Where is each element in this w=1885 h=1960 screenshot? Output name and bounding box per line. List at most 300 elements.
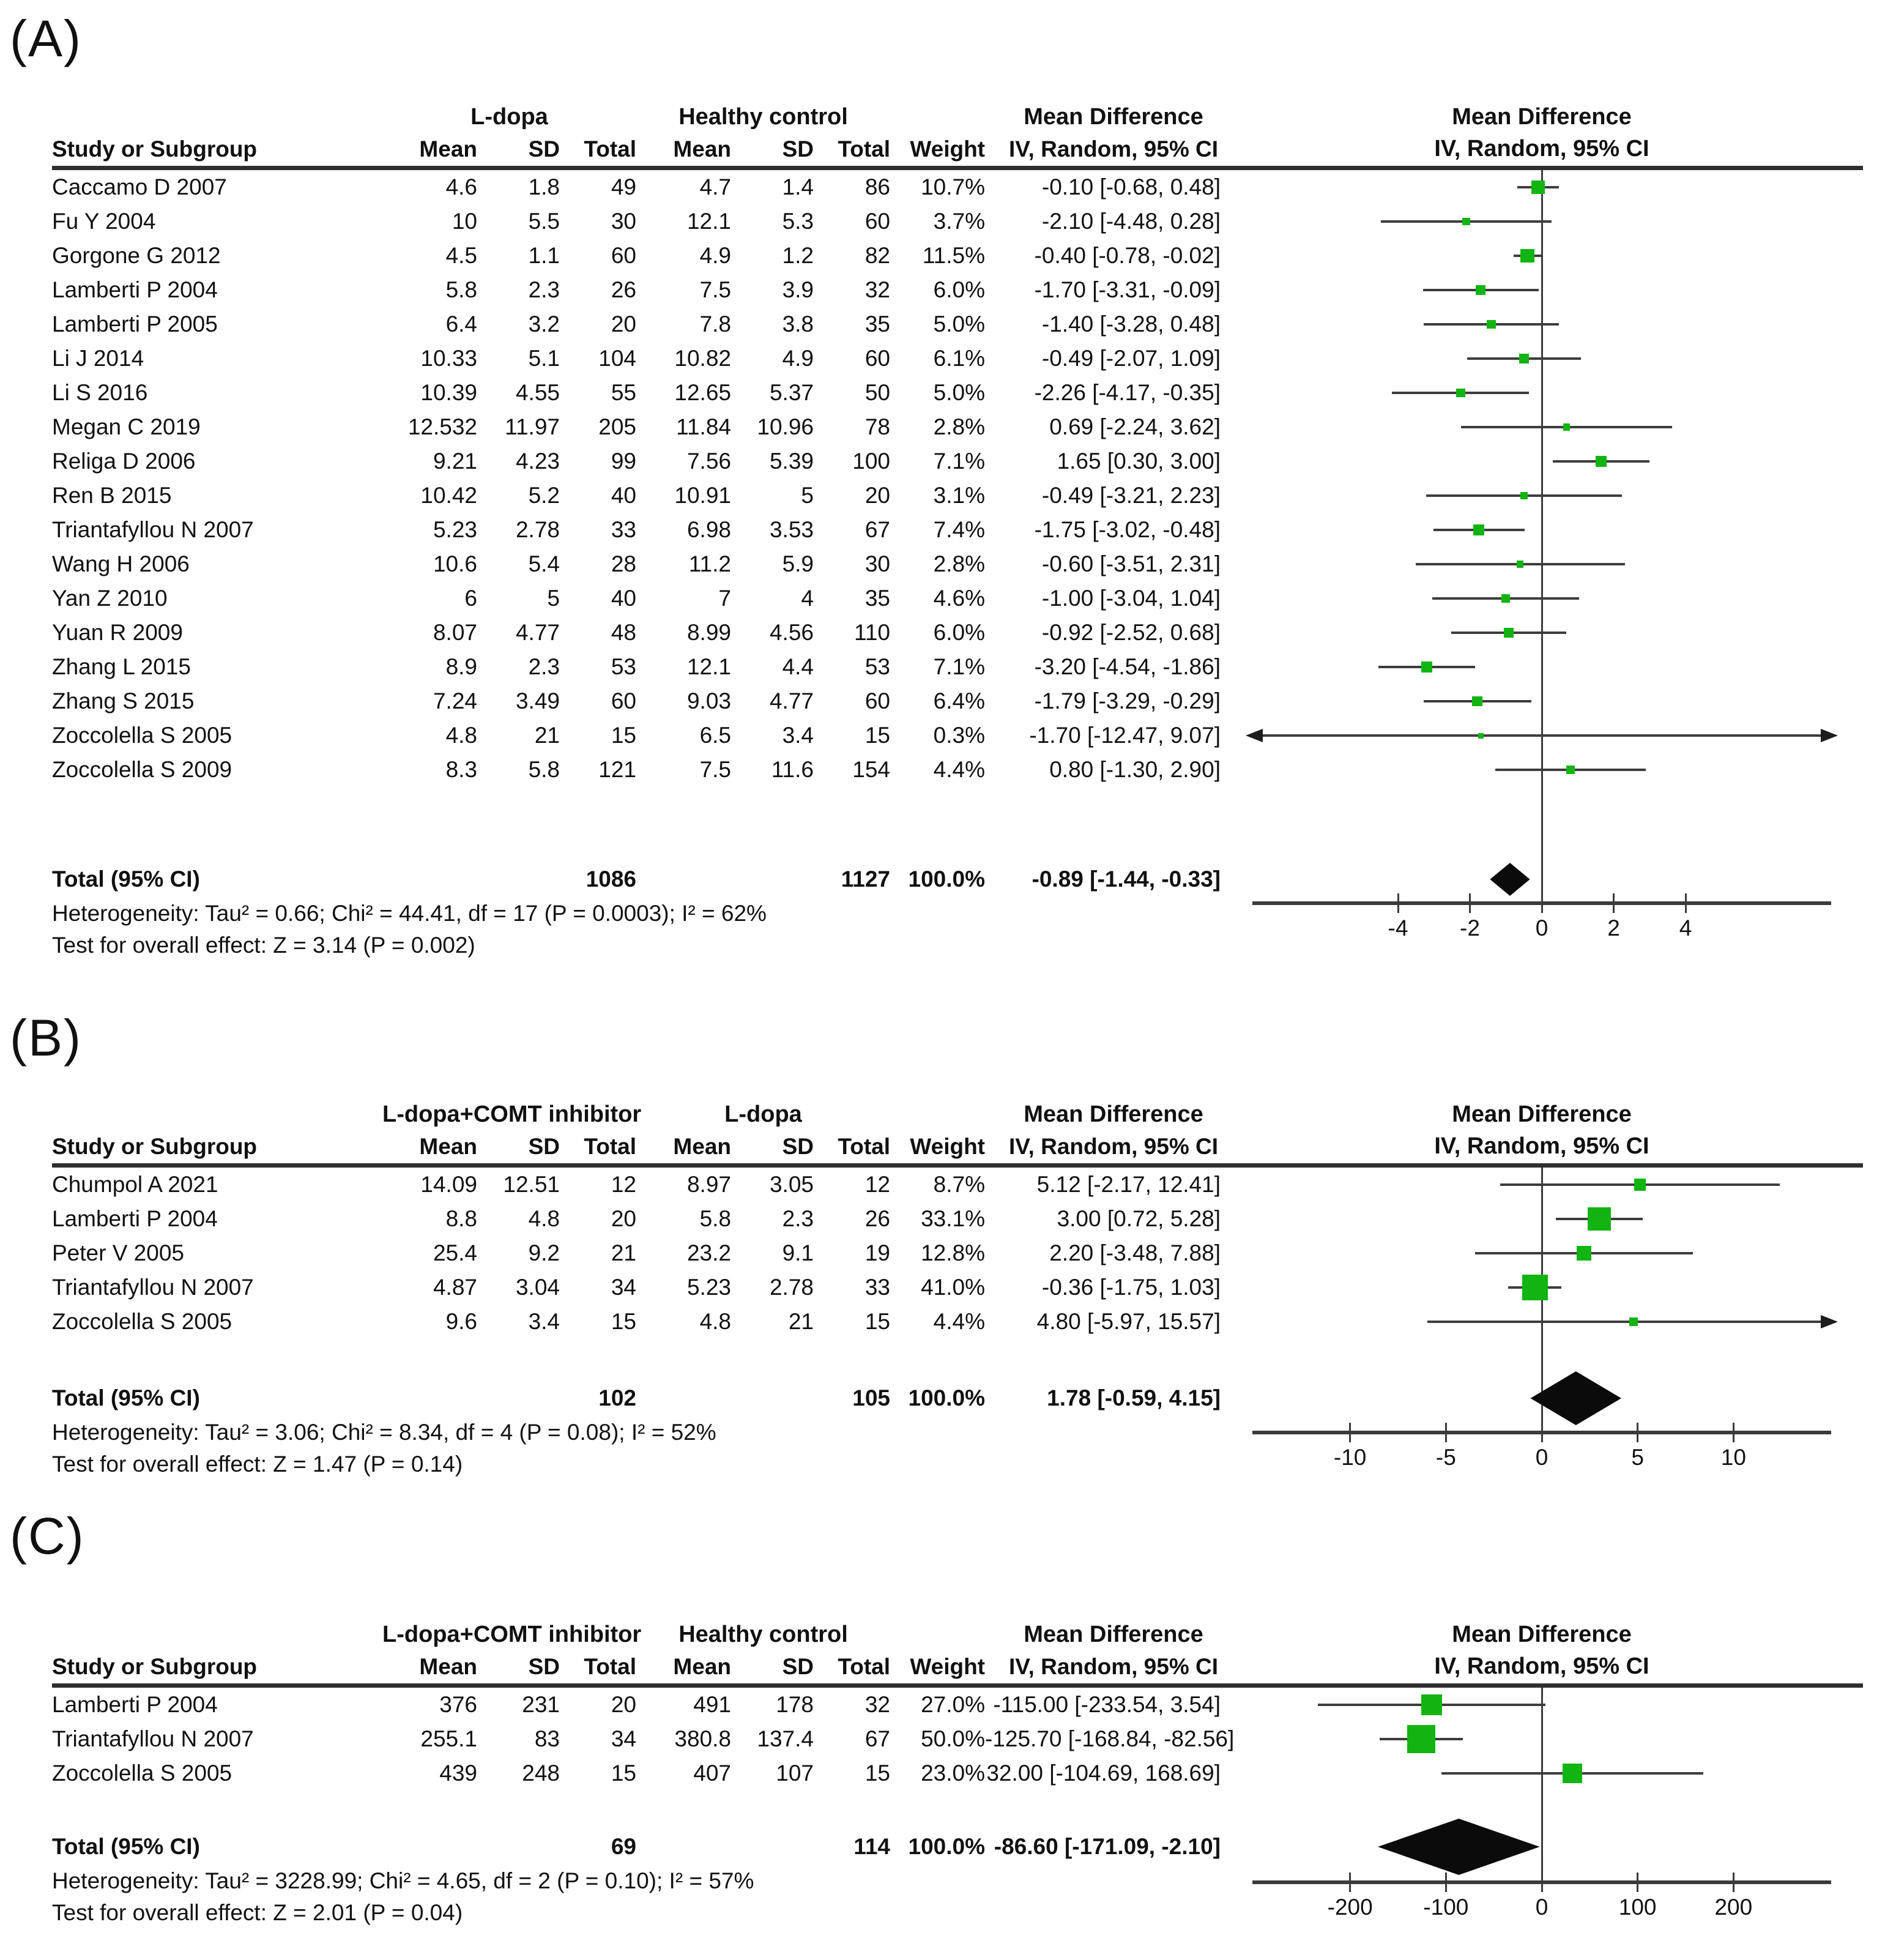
study-value: 5.23 <box>433 517 477 542</box>
study-name: Zoccolella S 2005 <box>52 1761 232 1786</box>
study-value: 99 <box>611 449 636 474</box>
study-value: 5.8 <box>445 277 477 302</box>
study-value: 2.78 <box>515 517 560 542</box>
study-value: 3.49 <box>515 688 560 714</box>
study-value: 5.8 <box>699 1206 731 1231</box>
study-value: 8.8 <box>445 1206 477 1231</box>
study-value: 4.7 <box>699 174 731 199</box>
study-value: 67 <box>864 1726 890 1751</box>
study-value: 86 <box>864 174 890 199</box>
study-value: 15 <box>864 1309 890 1334</box>
study-value: 1.2 <box>782 243 814 268</box>
col-mean1: Mean <box>419 1654 477 1679</box>
study-value: 12.532 <box>407 414 477 439</box>
col-mean2: Mean <box>673 1654 731 1679</box>
effect-estimate-text: -3.20 [-4.54, -1.86] <box>1034 654 1221 679</box>
study-row <box>52 718 1242 753</box>
study-row <box>52 1305 1242 1339</box>
study-value: 205 <box>598 414 636 439</box>
ci-line <box>1427 1321 1829 1323</box>
axis-tick-label: 5 <box>1631 1445 1644 1470</box>
effect-estimate-text: -0.36 [-1.75, 1.03] <box>1041 1275 1221 1300</box>
point-estimate-marker <box>1421 661 1432 673</box>
study-value: 4.6 <box>445 174 477 199</box>
forest-panel-c <box>0 1507 1885 1960</box>
study-row <box>52 170 1242 204</box>
study-name: Megan C 2019 <box>52 414 201 439</box>
study-name: Wang H 2006 <box>52 551 190 576</box>
study-value: 5 <box>801 483 814 508</box>
study-value: 30 <box>611 209 636 234</box>
col-mean1: Mean <box>419 1134 477 1159</box>
study-value: 4 <box>801 586 814 611</box>
study-value: 9.03 <box>686 688 731 714</box>
study-value: 40 <box>611 483 636 508</box>
study-value: 78 <box>864 414 890 439</box>
study-value: 137.4 <box>757 1726 814 1751</box>
heterogeneity-text: Heterogeneity: Tau² = 0.66; Chi² = 44.41, df = 17 (P = 0.0003); I² = 62% <box>52 901 767 926</box>
col-sd1: SD <box>528 1654 560 1679</box>
axis-tick-label: 4 <box>1679 915 1692 941</box>
study-value: 3.4 <box>528 1309 560 1334</box>
study-value: 7.56 <box>686 449 731 474</box>
study-value: 154 <box>852 757 890 782</box>
study-value: 10 <box>452 209 477 234</box>
panel-a-label: (A) <box>10 10 82 67</box>
study-value: 107 <box>776 1761 814 1786</box>
col-effect-ci: IV, Random, 95% CI <box>1008 1654 1218 1679</box>
col-sd1: SD <box>528 1134 560 1159</box>
col-sd2: SD <box>782 136 814 162</box>
study-value: 21 <box>611 1240 636 1265</box>
study-value: 231 <box>522 1692 560 1717</box>
study-value: 83 <box>534 1726 560 1751</box>
study-value: 1.8 <box>528 174 560 199</box>
column-header-row <box>52 1650 1242 1683</box>
study-name: Chumpol A 2021 <box>52 1172 218 1197</box>
axis-tick <box>1733 1872 1734 1892</box>
point-estimate-marker <box>1634 1179 1646 1190</box>
study-value: 14.09 <box>420 1172 477 1197</box>
axis-tick-label: 100 <box>1618 1895 1657 1920</box>
study-row <box>52 1202 1242 1236</box>
total-diamond <box>1378 1819 1540 1875</box>
point-estimate-marker <box>1520 249 1534 263</box>
panel-a-figure <box>52 101 1863 994</box>
study-value: 5.1 <box>528 346 560 371</box>
study-value: 5.8 <box>528 757 560 782</box>
group1-header: L-dopa+COMT inhibitor <box>382 1101 642 1127</box>
effect-estimate-text: -0.60 [-3.51, 2.31] <box>1041 551 1221 576</box>
col-effect-ci: IV, Random, 95% CI <box>1008 136 1218 162</box>
plot-effect-header: Mean Difference <box>1452 1101 1632 1127</box>
ci-arrow-left <box>1246 729 1263 742</box>
axis-tick-label: -4 <box>1388 915 1408 941</box>
study-value: 376 <box>439 1692 477 1717</box>
study-value: 53 <box>611 654 636 679</box>
study-row <box>52 1236 1242 1270</box>
forest-panel-a <box>0 9 1885 1013</box>
col-total1: Total <box>584 136 636 162</box>
header-rule <box>52 1683 1863 1688</box>
col-weight: Weight <box>910 1654 985 1679</box>
study-value: 3.04 <box>515 1275 560 1300</box>
study-value: 10.6 <box>433 551 477 576</box>
effect-estimate-text: 1.65 [0.30, 3.00] <box>1057 449 1221 474</box>
study-value: 7.8 <box>699 311 731 337</box>
point-estimate-marker <box>1563 1764 1582 1783</box>
study-value: 12.1 <box>686 209 731 234</box>
study-value: 60 <box>864 688 890 714</box>
study-row <box>52 273 1242 307</box>
study-value: 55 <box>611 380 636 405</box>
effect-estimate-text: -2.26 [-4.17, -0.35] <box>1034 380 1221 405</box>
point-estimate-marker <box>1577 1246 1591 1261</box>
plot-effect-header: Mean Difference <box>1452 1622 1632 1647</box>
point-estimate-marker <box>1629 1317 1638 1326</box>
study-row <box>52 1270 1242 1305</box>
ci-line <box>1254 734 1829 737</box>
axis-tick-label: 10 <box>1720 1445 1746 1470</box>
study-value: 27.0% <box>921 1692 985 1717</box>
zero-line <box>1541 170 1543 903</box>
study-value: 50.0% <box>921 1726 985 1751</box>
effect-estimate-text: -115.00 [-233.54, 3.54] <box>993 1692 1221 1717</box>
study-value: 4.8 <box>699 1309 731 1334</box>
col-mean2: Mean <box>673 136 731 162</box>
study-value: 6.4 <box>445 311 477 337</box>
axis-tick-label: 200 <box>1714 1895 1753 1920</box>
point-estimate-marker <box>1476 285 1485 295</box>
point-estimate-marker <box>1504 628 1514 638</box>
total-row: Total (95% CI) 69 114 100.0% -86.60 [-171.09, -2.10] <box>52 1834 1221 1859</box>
study-value: 5.23 <box>686 1275 731 1300</box>
header-rule <box>52 166 1863 170</box>
study-value: 20 <box>611 311 636 337</box>
study-value: 5.39 <box>769 449 814 474</box>
study-value: 5.37 <box>769 380 814 405</box>
study-value: 5.0% <box>933 380 985 405</box>
group2-header: Healthy control <box>679 1622 848 1647</box>
study-value: 11.5% <box>922 243 985 268</box>
effect-estimate-text: 4.80 [-5.97, 15.57] <box>1036 1309 1221 1334</box>
study-value: 4.8 <box>528 1206 560 1231</box>
study-value: 10.82 <box>674 346 731 371</box>
study-value: 7.4% <box>933 517 985 542</box>
axis-tick <box>1541 893 1543 913</box>
point-estimate-marker <box>1563 423 1570 430</box>
axis-tick <box>1445 1423 1447 1442</box>
study-value: 380.8 <box>674 1726 731 1751</box>
study-value: 3.9 <box>782 277 814 302</box>
col-study: Study or Subgroup <box>52 1134 258 1159</box>
effect-estimate-text: -1.00 [-3.04, 1.04] <box>1041 586 1221 611</box>
study-row <box>52 479 1242 513</box>
study-value: 12.8% <box>921 1240 985 1265</box>
study-row <box>52 1756 1242 1790</box>
col-total2: Total <box>838 1654 890 1679</box>
point-estimate-marker <box>1596 456 1607 467</box>
study-value: 6.1% <box>933 346 985 371</box>
study-value: 7.5 <box>699 277 731 302</box>
study-value: 10.96 <box>757 414 814 439</box>
effect-estimate-text: 5.12 [-2.17, 12.41] <box>1036 1172 1221 1197</box>
study-value: 7.1% <box>933 654 985 679</box>
col-sd2: SD <box>782 1654 814 1679</box>
study-value: 4.87 <box>433 1275 477 1300</box>
forest-panel-b <box>0 1008 1885 1504</box>
study-value: 0.3% <box>933 723 985 748</box>
point-estimate-marker <box>1487 320 1496 329</box>
study-value: 8.9 <box>445 654 477 679</box>
point-estimate-marker <box>1588 1207 1611 1231</box>
point-estimate-marker <box>1566 766 1575 774</box>
total-row: Total (95% CI) 1086 1127 100.0% -0.89 [-1.44, -0.33] <box>52 866 1221 892</box>
study-row <box>52 581 1242 616</box>
col-study: Study or Subgroup <box>52 1654 258 1679</box>
study-value: 4.77 <box>769 688 814 714</box>
study-value: 8.97 <box>686 1172 731 1197</box>
group1-header: L-dopa <box>470 104 548 130</box>
overall-effect-text: Test for overall effect: Z = 2.01 (P = 0.04) <box>52 1900 463 1925</box>
study-value: 67 <box>864 517 890 542</box>
study-value: 10.91 <box>674 483 731 508</box>
study-value: 20 <box>864 483 890 508</box>
study-value: 4.4 <box>782 654 814 679</box>
study-value: 4.56 <box>769 620 814 645</box>
axis-tick <box>1349 1872 1351 1892</box>
plot-effect-subheader: IV, Random, 95% CI <box>1434 1133 1649 1159</box>
study-value: 6.98 <box>686 517 731 542</box>
group2-header: Healthy control <box>679 104 848 130</box>
study-value: 41.0% <box>921 1275 985 1300</box>
point-estimate-marker <box>1501 594 1510 603</box>
total-row: Total (95% CI) 102 105 100.0% 1.78 [-0.59, 4.15] <box>52 1385 1221 1410</box>
study-value: 11.2 <box>688 551 731 576</box>
study-value: 8.07 <box>433 620 477 645</box>
study-value: 178 <box>776 1692 814 1717</box>
study-value: 491 <box>693 1692 731 1717</box>
study-name: Peter V 2005 <box>52 1240 184 1265</box>
study-value: 33 <box>611 517 636 542</box>
study-row <box>52 444 1242 479</box>
study-value: 11.84 <box>676 414 731 439</box>
study-value: 20 <box>611 1692 636 1717</box>
study-value: 32 <box>864 277 890 302</box>
study-value: 3.4 <box>782 723 814 748</box>
study-value: 7.1% <box>933 449 985 474</box>
col-mean1: Mean <box>419 136 477 162</box>
axis-tick-label: 0 <box>1535 1445 1549 1470</box>
col-total1: Total <box>584 1654 636 1679</box>
study-value: 4.55 <box>515 380 560 405</box>
study-value: 4.6% <box>933 586 985 611</box>
study-value: 6.5 <box>699 723 731 748</box>
effect-estimate-text: 0.80 [-1.30, 2.90] <box>1049 757 1221 782</box>
group2-header: L-dopa <box>724 1101 802 1127</box>
effect-estimate-text: 32.00 [-104.69, 168.69] <box>986 1761 1221 1786</box>
study-name: Gorgone G 2012 <box>52 243 221 268</box>
study-value: 4.23 <box>515 449 560 474</box>
study-value: 32 <box>864 1692 890 1717</box>
study-name: Zoccolella S 2005 <box>52 1309 232 1334</box>
axis-tick <box>1541 1872 1543 1892</box>
study-name: Triantafyllou N 2007 <box>52 1275 254 1300</box>
point-estimate-marker <box>1456 389 1465 398</box>
study-name: Religa D 2006 <box>52 449 196 474</box>
col-sd1: SD <box>528 136 560 162</box>
study-value: 30 <box>864 551 890 576</box>
effect-estimate-text: -1.40 [-3.28, 0.48] <box>1041 311 1221 337</box>
study-name: Zhang L 2015 <box>52 654 191 679</box>
study-value: 2.78 <box>769 1275 814 1300</box>
point-estimate-marker <box>1462 218 1470 226</box>
study-name: Zoccolella S 2005 <box>52 723 232 748</box>
heterogeneity-text: Heterogeneity: Tau² = 3.06; Chi² = 8.34, df = 4 (P = 0.08); I² = 52% <box>52 1420 716 1445</box>
axis-tick <box>1613 893 1615 913</box>
col-weight: Weight <box>910 136 985 162</box>
column-header-row <box>52 133 1242 166</box>
point-estimate-marker <box>1517 561 1523 567</box>
panel-c-label: (C) <box>10 1507 85 1565</box>
study-value: 4.4% <box>933 1309 985 1334</box>
study-value: 439 <box>439 1761 477 1786</box>
study-value: 3.2 <box>528 311 560 337</box>
study-value: 34 <box>611 1275 636 1300</box>
study-name: Fu Y 2004 <box>52 209 156 234</box>
effect-estimate-text: -0.49 [-3.21, 2.23] <box>1041 483 1221 508</box>
study-name: Lamberti P 2004 <box>52 1692 218 1717</box>
study-value: 20 <box>611 1206 636 1231</box>
study-value: 21 <box>534 723 560 748</box>
study-value: 48 <box>611 620 636 645</box>
study-value: 50 <box>864 380 890 405</box>
axis-tick <box>1445 1872 1447 1892</box>
col-total2: Total <box>838 136 890 162</box>
column-header-row <box>52 1130 1242 1163</box>
effect-estimate-text: 3.00 [0.72, 5.28] <box>1057 1206 1221 1231</box>
study-value: 5.2 <box>528 483 560 508</box>
study-value: 4.4% <box>933 757 985 782</box>
study-value: 1.4 <box>782 174 814 199</box>
effect-column-header: Mean Difference <box>1024 104 1203 130</box>
study-name: Zoccolella S 2009 <box>52 757 232 782</box>
study-value: 5.4 <box>528 551 560 576</box>
effect-estimate-text: 0.69 [-2.24, 3.62] <box>1049 414 1221 439</box>
study-value: 8.99 <box>686 620 731 645</box>
col-mean2: Mean <box>673 1134 731 1159</box>
study-value: 4.8 <box>445 723 477 748</box>
study-value: 121 <box>598 757 636 782</box>
col-weight: Weight <box>910 1134 985 1159</box>
study-value: 2.8% <box>933 414 985 439</box>
study-row <box>52 1688 1242 1722</box>
study-value: 33.1% <box>921 1206 985 1231</box>
ci-arrow-right <box>1821 729 1838 742</box>
overall-effect-text: Test for overall effect: Z = 3.14 (P = 0.002) <box>52 933 475 958</box>
study-value: 35 <box>864 311 890 337</box>
study-value: 5.5 <box>528 209 560 234</box>
study-name: Lamberti P 2004 <box>52 277 218 302</box>
study-row <box>52 307 1242 341</box>
effect-estimate-text: -0.40 [-0.78, -0.02] <box>1034 243 1221 268</box>
study-name: Li S 2016 <box>52 380 148 405</box>
effect-estimate-text: -1.75 [-3.02, -0.48] <box>1034 517 1221 542</box>
study-name: Caccamo D 2007 <box>52 174 227 199</box>
study-value: 49 <box>611 174 636 199</box>
study-value: 5.9 <box>782 551 814 576</box>
study-value: 5.0% <box>933 311 985 337</box>
study-value: 5 <box>547 586 560 611</box>
study-value: 82 <box>864 243 890 268</box>
study-name: Lamberti P 2004 <box>52 1206 218 1231</box>
plot-effect-subheader: IV, Random, 95% CI <box>1434 136 1649 162</box>
study-value: 9.1 <box>782 1240 814 1265</box>
axis-tick <box>1541 1423 1543 1442</box>
axis-tick <box>1733 1423 1734 1442</box>
study-value: 3.05 <box>769 1172 814 1197</box>
point-estimate-marker <box>1519 354 1529 363</box>
effect-estimate-text: 2.20 [-3.48, 7.88] <box>1049 1240 1221 1265</box>
study-value: 10.42 <box>420 483 477 508</box>
study-value: 2.3 <box>782 1206 814 1231</box>
study-value: 15 <box>864 723 890 748</box>
axis-tick-label: 0 <box>1535 1895 1549 1920</box>
study-value: 15 <box>611 723 636 748</box>
group1-header: L-dopa+COMT inhibitor <box>382 1622 642 1647</box>
study-value: 35 <box>864 586 890 611</box>
study-value: 3.1% <box>933 483 985 508</box>
study-value: 12 <box>611 1172 636 1197</box>
study-value: 26 <box>611 277 636 302</box>
study-value: 11.97 <box>505 414 560 439</box>
study-value: 21 <box>788 1309 814 1334</box>
study-value: 104 <box>598 346 636 371</box>
study-value: 7.24 <box>433 688 477 714</box>
panel-b-figure <box>52 1098 1863 1502</box>
study-value: 407 <box>693 1761 731 1786</box>
study-name: Yan Z 2010 <box>52 586 168 611</box>
panel-c-figure <box>52 1619 1863 1949</box>
study-name: Ren B 2015 <box>52 483 172 508</box>
study-value: 6.0% <box>933 277 985 302</box>
col-total1: Total <box>584 1134 636 1159</box>
point-estimate-marker <box>1421 1694 1442 1715</box>
study-value: 26 <box>864 1206 890 1231</box>
effect-estimate-text: -0.92 [-2.52, 0.68] <box>1041 620 1221 645</box>
effect-estimate-text: -0.10 [-0.68, 0.48] <box>1041 174 1221 199</box>
study-value: 2.3 <box>528 654 560 679</box>
point-estimate-marker <box>1472 696 1482 707</box>
study-value: 4.77 <box>515 620 560 645</box>
axis-tick-label: -200 <box>1327 1895 1373 1920</box>
col-sd2: SD <box>782 1134 814 1159</box>
study-value: 40 <box>611 586 636 611</box>
study-row <box>52 547 1242 581</box>
study-row <box>52 1168 1242 1202</box>
effect-estimate-text: -1.79 [-3.29, -0.29] <box>1034 688 1221 714</box>
point-estimate-marker <box>1520 492 1528 499</box>
study-row <box>52 341 1242 376</box>
effect-estimate-text: -2.10 [-4.48, 0.28] <box>1041 209 1221 234</box>
axis-tick-label: 0 <box>1535 915 1549 941</box>
effect-estimate-text: -0.49 [-2.07, 1.09] <box>1041 346 1221 371</box>
plot-effect-header: Mean Difference <box>1452 104 1632 130</box>
header-rule <box>52 1163 1863 1168</box>
study-value: 12.1 <box>686 654 731 679</box>
study-value: 15 <box>611 1309 636 1334</box>
study-value: 9.21 <box>433 449 477 474</box>
